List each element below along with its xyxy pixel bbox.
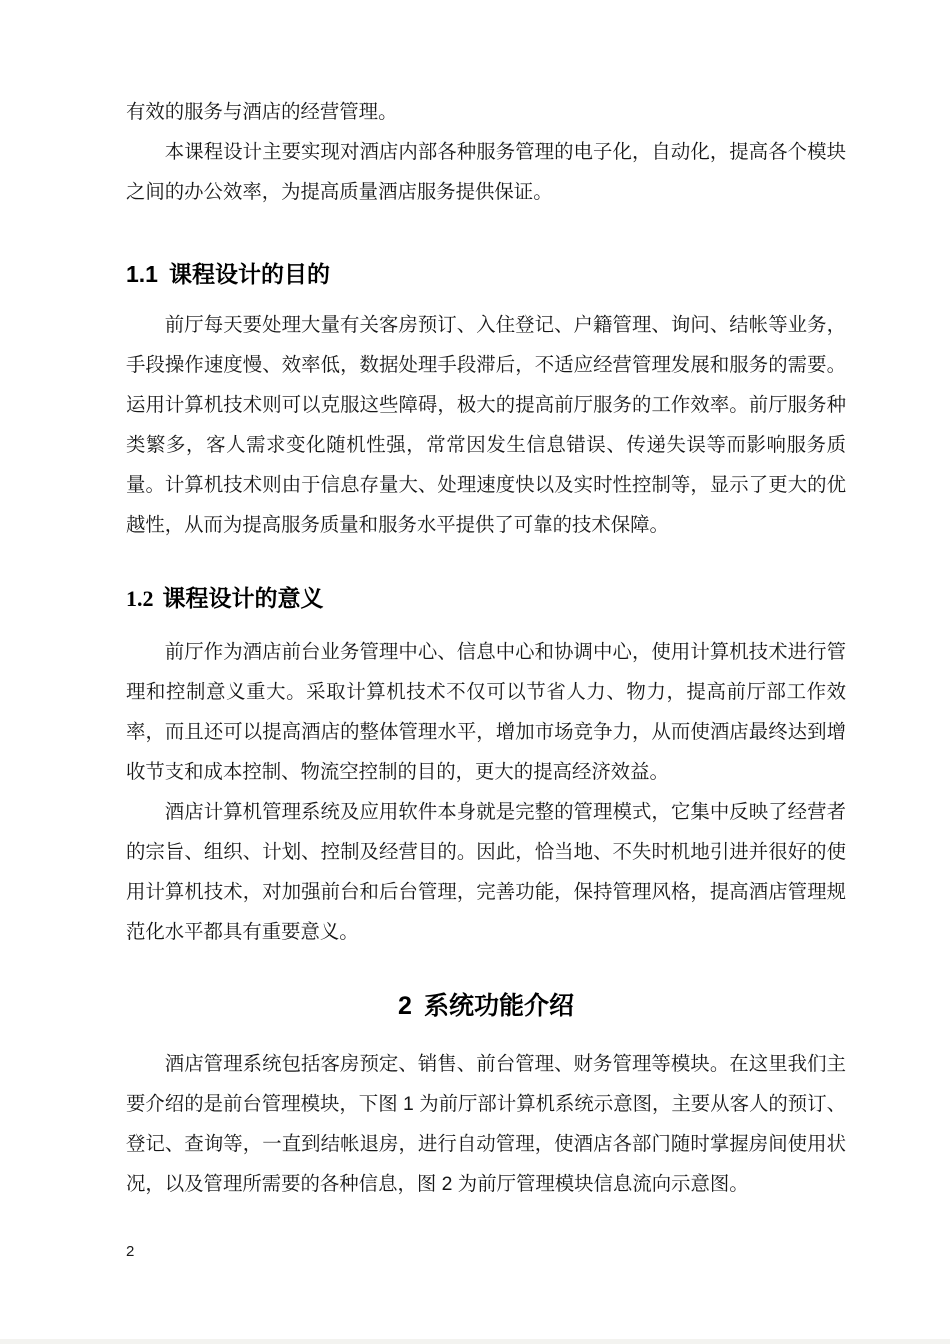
section-1-2-paragraph-2: 酒店计算机管理系统及应用软件本身就是完整的管理模式，它集中反映了经营者的宗旨、组织、计划、控制及经营目的。因此，恰当地、不失时机地引进并很好的使用计算机技术，对加强前台和后台管理，完善功能，保持管理风格，提高酒店管理规范化水平都具有重要意义。 xyxy=(126,801,846,943)
section-1-1-number: 1.1 xyxy=(126,261,158,287)
intro-paragraph-1: 有效的服务与酒店的经营管理。 xyxy=(126,101,398,123)
document-body xyxy=(126,92,846,1204)
section-1-1-paragraph: 前厅每天要处理大量有关客房预订、入住登记、户籍管理、询问、结帐等业务，手段操作速度慢、效率低，数据处理手段滞后，不适应经营管理发展和服务的需要。运用计算机技术则可以克服这些障碍，极大的提高前厅服务的工作效率。前厅服务种类繁多，客人需求变化随机性强，常常因发生信息错误、传递失误等而影响服务质量。计算机技术则由于信息存量大、处理速度快以及实时性控制等，显示了更大的优越性，从而为提高服务质量和服务水平提供了可靠的技术保障。 xyxy=(126,314,846,536)
section-1-2-number: 1.2 xyxy=(126,586,154,611)
section-2-number: 2 xyxy=(398,992,412,1020)
section-1-2-paragraph-1: 前厅作为酒店前台业务管理中心、信息中心和协调中心，使用计算机技术进行管理和控制意义重大。采取计算机技术不仅可以节省人力、物力，提高前厅部工作效率，而且还可以提高酒店的整体管理水平，增加市场竞争力，从而使酒店最终达到增收节支和成本控制、物流空控制的目的，更大的提高经济效益。 xyxy=(126,641,846,783)
section-1-2-title: 课程设计的意义 xyxy=(162,585,324,611)
page-number: 2 xyxy=(126,1243,135,1260)
section-1-1-title: 课程设计的目的 xyxy=(168,261,330,287)
section-2-title: 系统功能介绍 xyxy=(423,992,574,1020)
section-heading-1-2 xyxy=(126,581,846,616)
section-2-paragraph: 酒店管理系统包括客房预定、销售、前台管理、财务管理等模块。在这里我们主要介绍的是前台管理模块，下图 1 为前厅部计算机系统示意图，主要从客人的预订、登记、查询等，一直到结帐退房，进行自动管理，使酒店各部门随时掌握房间使用状况，以及管理所需要的各种信息，图 2 为前厅管理模块信息流向示意图。 xyxy=(126,1053,846,1195)
section-heading-1-1 xyxy=(126,257,846,291)
section-heading-2 xyxy=(126,986,846,1026)
page-bottom-edge xyxy=(0,1339,950,1344)
intro-paragraph-2: 本课程设计主要实现对酒店内部各种服务管理的电子化，自动化，提高各个模块之间的办公效率，为提高质量酒店服务提供保证。 xyxy=(126,141,846,203)
